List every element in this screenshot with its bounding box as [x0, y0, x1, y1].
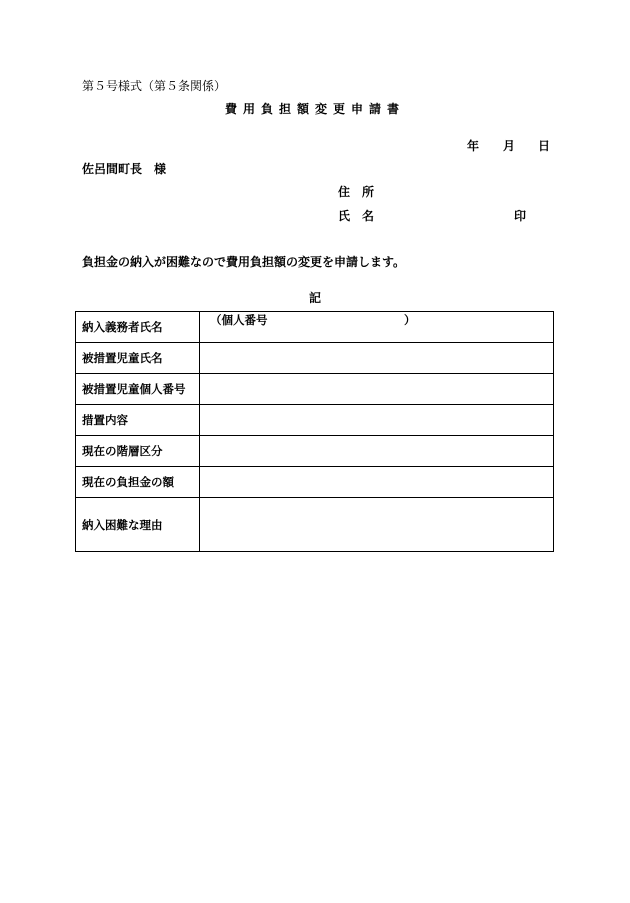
request-statement: 負担金の納入が困難なので費用負担額の変更を申請します。 [82, 255, 406, 269]
difficulty-reason-field[interactable] [200, 498, 554, 552]
payer-name-field[interactable] [200, 312, 554, 343]
individual-number-close: ） [404, 313, 416, 327]
application-table [75, 311, 554, 552]
addressee: 佐呂間町長 様 [82, 162, 167, 176]
child-name-field[interactable] [200, 343, 554, 374]
name-label: 氏 名 [338, 209, 375, 223]
table-row [76, 374, 554, 405]
table-row [76, 312, 554, 343]
row-label-current-tier: 現在の階層区分 [76, 436, 200, 467]
row-label-current-amount: 現在の負担金の額 [76, 467, 200, 498]
row-label-child-individual-number: 被措置児童個人番号 [76, 374, 200, 405]
table-row [76, 343, 554, 374]
row-label-payer-name: 納入義務者氏名 [76, 312, 200, 343]
row-label-measure-content: 措置内容 [76, 405, 200, 436]
date-year-label: 年 [467, 139, 480, 153]
address-label: 住 所 [338, 185, 375, 199]
seal-mark: 印 [514, 209, 527, 223]
row-label-difficulty-reason: 納入困難な理由 [76, 498, 200, 552]
individual-number-open: （個人番号 [210, 313, 268, 327]
measure-content-field[interactable] [200, 405, 554, 436]
table-row [76, 467, 554, 498]
table-row [76, 405, 554, 436]
row-label-child-name: 被措置児童氏名 [76, 343, 200, 374]
current-amount-field[interactable] [200, 467, 554, 498]
date-month-label: 月 [503, 139, 516, 153]
table-row [76, 436, 554, 467]
ki-heading: 記 [308, 291, 321, 305]
current-tier-field[interactable] [200, 436, 554, 467]
document-title: 費用負担額変更申請書 [224, 102, 405, 116]
table-row [76, 498, 554, 552]
child-individual-number-field[interactable] [200, 374, 554, 405]
date-day-label: 日 [538, 139, 551, 153]
form-number: 第５号様式（第５条関係） [82, 79, 227, 93]
